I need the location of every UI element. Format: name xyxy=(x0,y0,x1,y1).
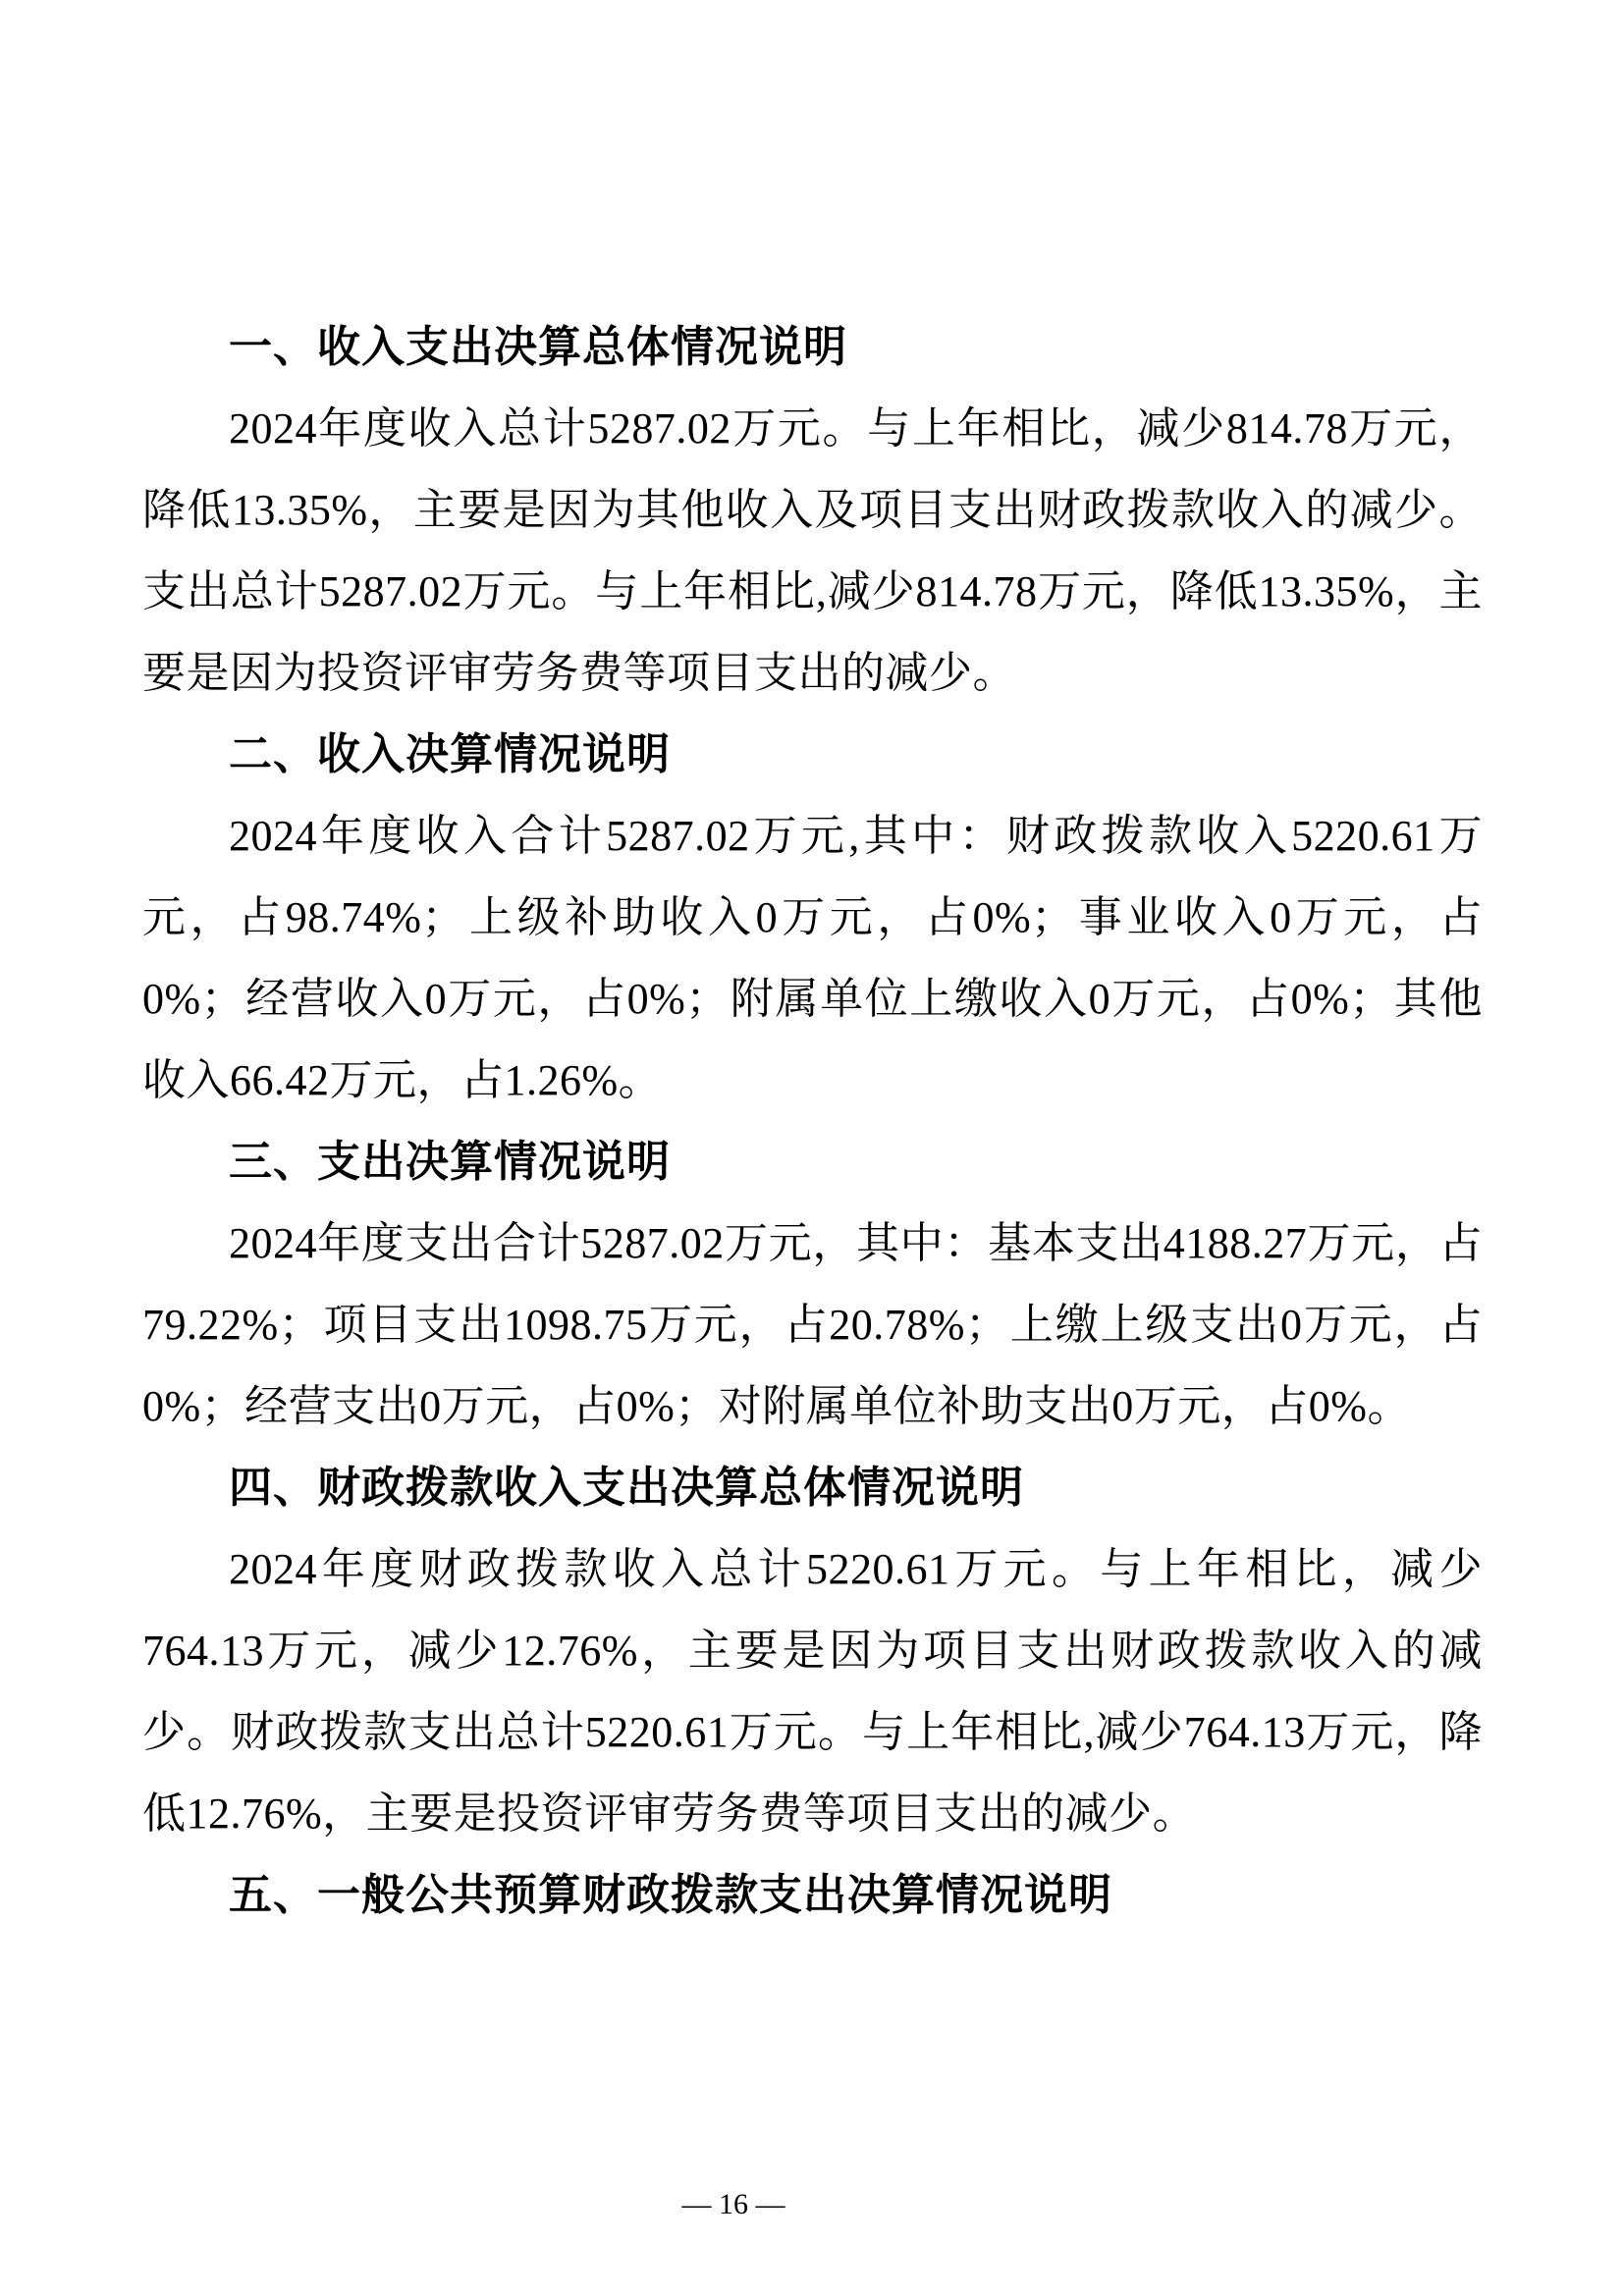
section-4-paragraph: 2024年度财政拨款收入总计5220.61万元。与上年相比，减少764.13万元，减少12.76%，主要是因为项目支出财政拨款收入的减少。财政拨款支出总计5220.61万元。与上年相比,减少764.13万元，降低12.76%，主要是投资评审劳务费等项目支出的减少。 xyxy=(142,1545,1483,1838)
section-3-paragraph: 2024年度支出合计5287.02万元，其中：基本支出4188.27万元，占79.22%；项目支出1098.75万元，占20.78%；上缴上级支出0万元，占0%；经营支出0万元，占0%；对附属单位补助支出0万元，占0%。 xyxy=(142,1219,1483,1430)
section-1-paragraph: 2024年度收入总计5287.02万元。与上年相比，减少814.78万元，降低13.35%，主要是因为其他收入及项目支出财政拨款收入的减少。支出总计5287.02万元。与上年相比,减少814.78万元，降低13.35%，主要是因为投资评审劳务费等项目支出的减少。 xyxy=(142,404,1483,697)
section-income-details xyxy=(142,714,1483,1121)
section-5-heading: 五、一般公共预算财政拨款支出决算情况说明 xyxy=(229,1871,1112,1919)
section-expense-details xyxy=(142,1121,1483,1447)
page-footer xyxy=(0,2187,1545,2222)
section-1-heading: 一、收入支出决算总体情况说明 xyxy=(229,323,847,371)
section-2-heading: 二、收入决算情况说明 xyxy=(229,730,671,778)
section-income-expense-overview xyxy=(142,306,1483,714)
section-fiscal-appropriation-overview xyxy=(142,1447,1483,1854)
section-4-heading: 四、财政拨款收入支出决算总体情况说明 xyxy=(229,1464,1024,1512)
section-general-public-budget xyxy=(142,1854,1483,1936)
section-3-heading: 三、支出决算情况说明 xyxy=(229,1138,671,1186)
document-body xyxy=(142,306,1483,1936)
section-2-paragraph: 2024年度收入合计5287.02万元,其中：财政拨款收入5220.61万元，占98.74%；上级补助收入0万元，占0%；事业收入0万元，占0%；经营收入0万元，占0%；附属单位上缴收入0万元，占0%；其他收入66.42万元，占1.26%。 xyxy=(142,812,1483,1104)
page-number: — 16 — xyxy=(681,2188,785,2220)
